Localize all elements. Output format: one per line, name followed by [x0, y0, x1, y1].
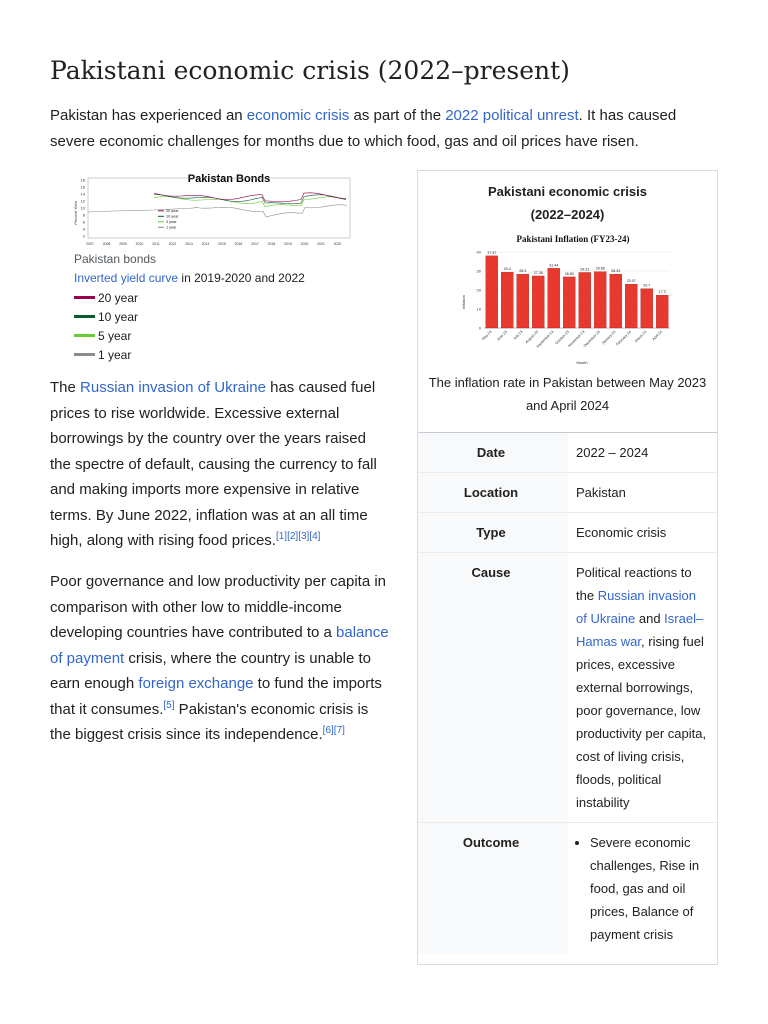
bonds-y-tick: 4	[82, 226, 85, 232]
inflation-x-tick: June 23	[495, 329, 508, 342]
intro-text: . It has caused severe economic challenges for months due to which food, gas and oil prices have risen.	[50, 107, 677, 150]
infobox-row-date	[418, 432, 717, 472]
economic-crisis-link[interactable]: economic crisis	[246, 107, 350, 124]
legend-swatch	[74, 353, 95, 356]
israel-hamas-war-link[interactable]: Israel–Hamas war	[576, 611, 704, 649]
inflation-x-tick: September 23	[535, 329, 554, 349]
inflation-y-tick: 30	[476, 268, 481, 274]
para-text: has caused fuel prices to rise worldwide. Excessive external borrowings by the country over the years raised the spectre of default, causing the currency to fall and making imports more expensive in relative terms. By June 2022, inflation was at an all time high, along with rising food prices.	[50, 379, 377, 549]
infobox-title	[418, 180, 717, 226]
paragraph-russian-invasion	[50, 375, 390, 554]
bonds-chart[interactable]	[74, 168, 354, 248]
inflation-x-tick: May 23	[480, 329, 492, 342]
inflation-x-label: Month	[575, 360, 588, 365]
bonds-line-1-year	[88, 205, 347, 217]
date-value: 2022 – 2024	[576, 445, 649, 460]
bonds-x-tick: 2017	[251, 242, 259, 246]
bonds-y-tick: 8	[82, 212, 85, 218]
inflation-data-label: 17.3	[658, 290, 666, 295]
balance-of-payment-link[interactable]: balance of payment	[50, 624, 389, 667]
inflation-y-tick: 40	[476, 249, 481, 255]
inflation-y-tick: 0	[478, 325, 481, 331]
bonds-x-tick: 2010	[135, 242, 144, 246]
date-label: Date	[418, 433, 568, 472]
bonds-legend-item	[74, 307, 354, 326]
para-text: crisis, where the country is unable to earn enough	[50, 649, 372, 692]
inflation-chart[interactable]	[458, 232, 678, 367]
intro-text: as part of the	[349, 107, 446, 124]
legend-swatch	[74, 334, 95, 337]
foreign-exchange-link[interactable]: foreign exchange	[138, 675, 254, 692]
inflation-x-tick: April 24	[651, 329, 663, 342]
bonds-y-tick: 10	[80, 205, 85, 211]
infobox-caption: The inflation rate in Pakistan between May 2023 and April 2024	[428, 375, 707, 413]
cause-label: Cause	[418, 553, 568, 822]
intro-text: Pakistan has experienced an	[50, 107, 247, 124]
inflation-bar	[516, 274, 528, 328]
inflation-data-label: 28.3	[518, 269, 526, 274]
inflation-x-tick: August 23	[524, 329, 539, 345]
inflation-y-label: Inflation	[460, 294, 466, 310]
cause-text: Political reactions to the	[576, 565, 692, 603]
bonds-legend-item	[74, 345, 354, 364]
inflation-bar	[501, 272, 513, 328]
legend-swatch	[74, 315, 95, 318]
inflation-x-tick: January 24	[600, 329, 616, 346]
bonds-inner-legend-label: 20 year	[166, 209, 179, 213]
legend-label: 5 year	[98, 328, 132, 343]
inflation-x-tick: July 23	[512, 329, 523, 341]
bonds-caption-rest: in 2019-2020 and 2022	[178, 271, 305, 285]
bonds-y-tick: 6	[82, 219, 85, 225]
inflation-data-label: 31.44	[548, 263, 558, 268]
inflation-y-tick: 20	[476, 287, 481, 293]
bonds-inner-legend-label: 10 year	[166, 214, 179, 219]
bonds-x-tick: 2007	[86, 242, 94, 246]
legend-label: 20 year	[98, 290, 139, 305]
infobox-row-location	[418, 472, 717, 512]
bonds-y-label: Percent Yield	[73, 201, 78, 225]
cause-russian-invasion-link[interactable]: Russian invasion of Ukraine	[576, 588, 696, 626]
bonds-legend-item	[74, 288, 354, 307]
inflation-data-label: 20.7	[642, 283, 650, 288]
bonds-x-tick: 2013	[185, 242, 193, 246]
bonds-x-tick: 2018	[267, 242, 276, 246]
bonds-chart-title: Pakistan Bonds	[187, 173, 271, 185]
inflation-bar	[656, 295, 668, 328]
inflation-x-tick: October 23	[554, 329, 570, 346]
bonds-x-tick: 2021	[317, 242, 325, 246]
inflation-data-label: 29.23	[579, 267, 589, 272]
bonds-x-tick: 2016	[234, 242, 243, 246]
paragraph-governance	[50, 569, 390, 748]
bonds-y-tick: 14	[80, 191, 85, 197]
page-title: Pakistani economic crisis (2022–present)	[50, 56, 570, 85]
inverted-yield-curve-link[interactable]: Inverted yield curve	[74, 271, 179, 285]
bonds-x-tick: 2012	[168, 242, 177, 246]
bonds-y-tick: 18	[80, 177, 85, 183]
outcome-value	[568, 823, 717, 954]
cause-text: , rising fuel prices, excessive external borrowings, poor governance, low productivity per capita, cost of living crisis, floods, political instability	[576, 634, 707, 810]
type-label: Type	[418, 513, 568, 552]
infobox-title-line-2: (2022–2024)	[530, 207, 605, 222]
references-1-4-link[interactable]: [1][2][3][4]	[275, 531, 321, 542]
outcome-item: • Severe economic challenges, Rise in food, gas and oil prices, Balance of payment crisis	[590, 831, 709, 946]
infobox-row-outcome	[418, 822, 717, 954]
bonds-x-tick: 2020	[300, 242, 309, 246]
inflation-data-label: 37.97	[486, 250, 496, 255]
outcome-list	[576, 831, 709, 946]
inflation-bar	[563, 277, 575, 328]
inflation-y-tick: 10	[476, 306, 481, 312]
bonds-line-20-year	[154, 193, 346, 202]
reference-5-link[interactable]: [5]	[163, 699, 175, 711]
political-unrest-link[interactable]: 2022 political unrest	[445, 107, 579, 124]
cause-text: and	[635, 611, 665, 626]
inflation-bar	[532, 276, 544, 328]
infobox-title-line-1: Pakistani economic crisis	[488, 184, 647, 199]
inflation-bar	[578, 272, 590, 328]
location-value: Pakistan	[576, 485, 626, 500]
bonds-figure	[74, 168, 354, 364]
inflation-x-tick: March 24	[633, 329, 647, 344]
inflation-x-tick: November 23	[566, 329, 585, 348]
inflation-data-label: 28.34	[610, 269, 620, 274]
bonds-legend	[74, 288, 354, 364]
bonds-x-tick: 2008	[102, 242, 111, 246]
intro-paragraph	[50, 103, 720, 154]
inflation-bar	[609, 274, 621, 328]
inflation-data-label: 29.4	[503, 267, 511, 272]
legend-label: 10 year	[98, 309, 139, 324]
inflation-chart-title: Pakistani Inflation (FY23-24)	[515, 234, 630, 244]
bonds-x-tick: 2015	[218, 242, 226, 246]
para-text: Pakistan's economic crisis is the biggest crisis since its independence.	[50, 700, 369, 743]
bonds-x-tick: 2011	[152, 242, 160, 246]
inflation-bar	[625, 284, 637, 328]
inflation-bar	[594, 272, 606, 328]
russian-invasion-link[interactable]: Russian invasion of Ukraine	[80, 379, 266, 396]
bonds-inner-legend-label: 1 year	[166, 225, 177, 230]
bonds-legend-item	[74, 326, 354, 345]
type-value: Economic crisis	[576, 525, 667, 540]
cause-value	[568, 553, 717, 822]
bonds-x-tick: 2009	[119, 242, 127, 246]
para-text: Poor governance and low productivity per capita in comparison with other low to middle-income developing countries have contributed to a	[50, 573, 387, 641]
bonds-y-tick: 16	[80, 184, 85, 190]
infobox-rows	[418, 432, 717, 954]
inflation-x-tick: December 23	[582, 329, 601, 348]
bonds-y-tick: 12	[80, 198, 85, 204]
inflation-x-tick: February 24	[614, 329, 632, 347]
bonds-x-tick: 2019	[284, 242, 292, 246]
bonds-inner-legend-label: 3 year	[166, 220, 177, 224]
infobox-row-type	[418, 512, 717, 552]
location-label: Location	[418, 473, 568, 512]
outcome-label: Outcome	[418, 823, 568, 954]
inflation-data-label: 23.07	[626, 279, 636, 284]
bonds-y-tick: 2	[82, 233, 85, 239]
inflation-data-label: 29.66	[595, 266, 605, 271]
bonds-caption-2	[74, 269, 354, 288]
inflation-data-label: 27.38	[533, 270, 543, 275]
infobox	[417, 170, 718, 965]
legend-swatch	[74, 296, 95, 299]
para-text: The	[50, 379, 81, 396]
infobox-row-cause	[418, 552, 717, 822]
bonds-x-tick: 2022	[333, 242, 342, 246]
inflation-bar	[547, 268, 559, 328]
bonds-x-tick: 2014	[201, 242, 210, 246]
bonds-caption: Pakistan bonds	[74, 252, 157, 266]
para-text: to fund the imports that it consumes.	[50, 675, 382, 718]
references-6-7-link[interactable]: [6][7]	[322, 725, 345, 736]
inflation-bar	[640, 289, 652, 328]
inflation-data-label: 26.89	[564, 271, 574, 276]
legend-label: 1 year	[98, 347, 132, 362]
inflation-bar	[485, 256, 497, 328]
